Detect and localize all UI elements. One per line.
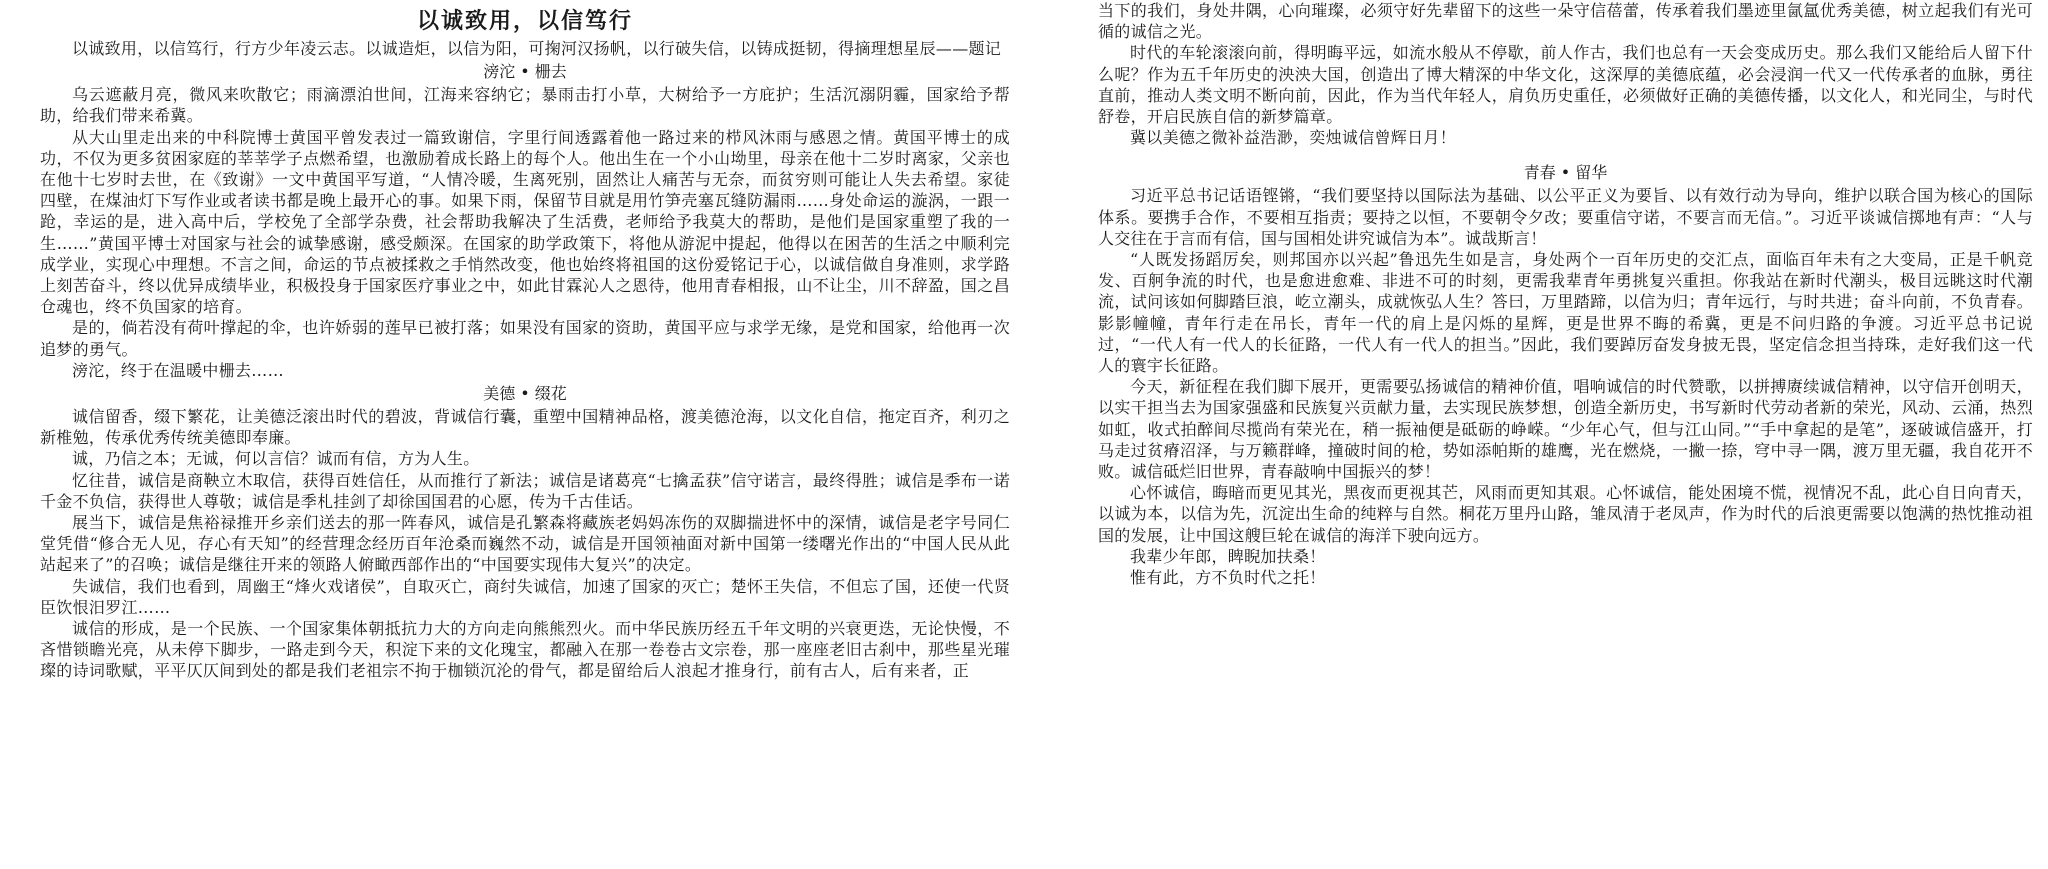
paragraph: 忆往昔，诚信是商鞅立木取信，获得百姓信任，从而推行了新法；诚信是诸葛亮“七擒孟获”信守诺言，最终得胜；诚信是季布一诺千金不负信，获得世人尊敬；诚信是季札挂剑了却徐国国君的心愿，传为千古佳话。 — [40, 470, 1010, 511]
paragraph: 失诚信，我们也看到，周幽王“烽火戏诸侯”，自取灭亡，商纣失诚信，加速了国家的灭亡；楚怀王失信，不但忘了国，还使一代贤臣饮恨汨罗江…… — [40, 576, 1010, 617]
paragraph: 展当下，诚信是焦裕禄推开乡亲们送去的那一阵春风，诚信是孔繁森将藏族老妈妈冻伤的双脚揣进怀中的深情，诚信是老字号同仁堂凭借“修合无人见，存心有天知”的经营理念经历百年沧桑而巍然不动，诚信是开国领袖面对新中国第一缕曙光作出的“中国人民从此站起来了”的召唤；诚信是继往开来的领路人俯瞰西部作出的“中国要实现伟大复兴”的决定。 — [40, 513, 1010, 575]
right-column — [1098, 0, 2033, 869]
paragraph: 我辈少年郎，睥睨加扶桑！ — [1130, 546, 1326, 566]
document-title: 以诚致用，以信笃行 — [416, 8, 633, 34]
section2-heading: 美德 • 缀花 — [483, 384, 567, 404]
paragraph: “人既发扬蹈厉矣，则邦国亦以兴起”鲁迅先生如是言，身处两个一百年历史的交汇点，面临百年未有之大变局，正是千帆竞发、百舸争流的时代，也是愈进愈难、非进不可的时刻，更需我辈青年勇挑复兴重担。你我站在新时代潮头，极目远眺这时代潮流，试问该如何脚踏巨浪，屹立潮头，成就恢弘人生？答曰，万里踏蹄，以信为归；青年远行，与时共进；奋斗向前，不负青春。影影幢幢，青年行走在吊长，青年一代的肩上是闪烁的星辉，更是世界不晦的希冀，更是不问归路的争渡。习近平总书记说过，“一代人有一代人的长征路，一代人有一代人的担当。”因此，我们要踔厉奋发身披无畏，坚定信念担当持珠，走好我们这一代人的寰宇长征路。 — [1098, 250, 2033, 376]
paragraph: 诚，乃信之本；无诚，何以言信？诚而有信，方为人生。 — [72, 449, 480, 469]
paragraph: 时代的车轮滚滚向前，得明晦平远，如流水般从不停歇，前人作古，我们也总有一天会变成历史。那么我们又能给后人留下什么呢？作为五千年历史的泱泱大国，创造出了博大精深的中华文化，这深厚的美德底蕴，必会浸润一代又一代传承者的血脉，勇往直前，推动人类文明不断向前，因此，作为当代年轻人，肩负历史重任，必须做好正确的美德传播，以文化人，和光同尘，与时代舒卷，开启民族自信的新梦篇章。 — [1098, 43, 2033, 127]
paragraph: 心怀诚信，晦暗而更见其光，黑夜而更视其芒，风雨而更知其艰。心怀诚信，能处困境不慌，视情况不乱，此心自日向青天，以诚为本，以信为先，沉淀出生命的纯粹与自然。桐花万里丹山路，雏凤清于老凤声，作为时代的后浪更需要以饱满的热忱推动祖国的发展，让中国这艘巨轮在诚信的海洋下驶向远方。 — [1098, 483, 2033, 545]
paragraph: 是的，倘若没有荷叶撑起的伞，也许娇弱的莲早已被打落；如果没有国家的资助，黄国平应与求学无缘，是党和国家，给他再一次追梦的勇气。 — [40, 318, 1010, 359]
paragraph: 乌云遮蔽月亮，微风来吹散它；雨滴漂泊世间，江海来容纳它；暴雨击打小草，大树给予一方庇护；生活沉溺阴霾，国家给予帮助，给我们带来希冀。 — [40, 85, 1010, 126]
section1-heading: 滂沱 • 栅去 — [483, 62, 567, 82]
paragraph: 今天，新征程在我们脚下展开，更需要弘扬诚信的精神价值，唱响诚信的时代赞歌，以拼搏赓续诚信精神，以守信开创明天，以实干担当去为国家强盛和民族复兴贡献力量，去实现民族梦想，创造全新历史，书写新时代劳动者新的荣光，风动、云涌，热烈如虹，收式拍醉间尽揽尚有荣光在，稍一振袖便是砥砺的峥嵘。“少年心气，但与江山同。”“手中拿起的是笔”，逐破诚信盛开，打马走过贫瘠沼泽，与万籁群峰，撞破时间的枪，势如添帕斯的雄鹰，光在燃烧，一撇一捺，穹中寻一隅，渡万里无疆，我自花开不败。诚信砥烂旧世界，青春敲响中国振兴的梦！ — [1098, 377, 2033, 482]
paragraph: 诚信的形成，是一个民族、一个国家集体朝抵抗力大的方向走向熊熊烈火。而中华民族历经五千年文明的兴衰更迭，无论快慢，不吝惜锁瞻光亮，从未停下脚步，一路走到今天，积淀下来的文化瑰宝，都融入在那一卷卷古文宗卷，那一座座老旧古刹中，那些星光璀璨的诗词歌赋，平平仄仄间到处的都是我们老祖宗不拘于枷锁沉沦的骨气，都是留给后人浪起才推身行，前有古人，后有来者，正 — [40, 619, 1010, 681]
paragraph: 习近平总书记话语铿锵，“我们要坚持以国际法为基础、以公平正义为要旨、以有效行动为导向，维护以联合国为核心的国际体系。要携手合作，不要相互指责；要持之以恒，不要朝令夕改；要重信守诺，不要言而无信。”。习近平谈诚信掷地有声：“人与人交往在于言而有信，国与国相处讲究诚信为本”。诚哉斯言！ — [1098, 186, 2033, 248]
paragraph: 从大山里走出来的中科院博士黄国平曾发表过一篇致谢信，字里行间透露着他一路过来的栉风沐雨与感恩之情。黄国平博士的成功，不仅为更多贫困家庭的莘莘学子点燃希望，也激励着成长路上的每个人。他出生在一个小山坳里，母亲在他十二岁时离家，父亲也在他十七岁时去世，在《致谢》一文中黄国平写道，“人情冷暖，生离死别，固然让人痛苦与无奈，而贫穷则可能让人失去希望。家徒四壁，在煤油灯下写作业或者读书都是晚上最开心的事。如果下雨，保留节目就是用竹笋壳塞瓦缝防漏雨……身处命运的漩涡，一跟一跄，幸运的是，进入高中后，学校免了全部学杂费，社会帮助我解决了生活费，老师给予我莫大的帮助，是他们是国家重塑了我的一生……”黄国平博士对国家与社会的诚挚感谢，感受颇深。在国家的助学政策下，将他从游泥中提起，他得以在困苦的生活之中顺利完成学业，实现心中理想。不言之间，命运的节点被揉救之手悄然改变，他也始终将祖国的这份爱铭记于心，以诚信做自身准则，求学路上刻苦奋斗，终以优异成绩毕业，积极投身于国家医疗事业之中，如此甘霖沁人之恩待，他用青春相报，山不让尘，川不辞盈，国之昌仓魂也，终不负国家的培育。 — [40, 127, 1010, 317]
continued-paragraph: 当下的我们，身处井隅，心向璀璨，必须守好先辈留下的这些一朵守信蓓蕾，传承着我们墨迹里氤氲优秀美德，树立起我们有光可循的诚信之光。 — [1098, 1, 2033, 42]
section3-heading: 青春 • 留华 — [1523, 163, 1608, 183]
paragraph: 惟有此，方不负时代之托！ — [1130, 568, 1326, 588]
paragraph: 滂沱，终于在温暖中栅去…… — [72, 360, 284, 380]
paragraph: 冀以美德之微补益浩渺，奕烛诚信曾辉日月！ — [1130, 128, 1457, 148]
paragraph: 诚信留香，缀下繁花，让美德泛滚出时代的碧波，背诚信行囊，重塑中国精神品格，渡美德沧海，以文化自信，拖定百齐，利刃之新椎勉，传承优秀传统美德即奉廉。 — [40, 407, 1010, 448]
epigraph-paragraph: 以诚致用，以信笃行，行方少年凌云志。以诚造炬，以信为阳，可掬河汉扬帆，以行破失信，以铸成挺韧，得摘理想星辰——题记 — [72, 39, 1002, 58]
left-column — [40, 0, 1010, 869]
